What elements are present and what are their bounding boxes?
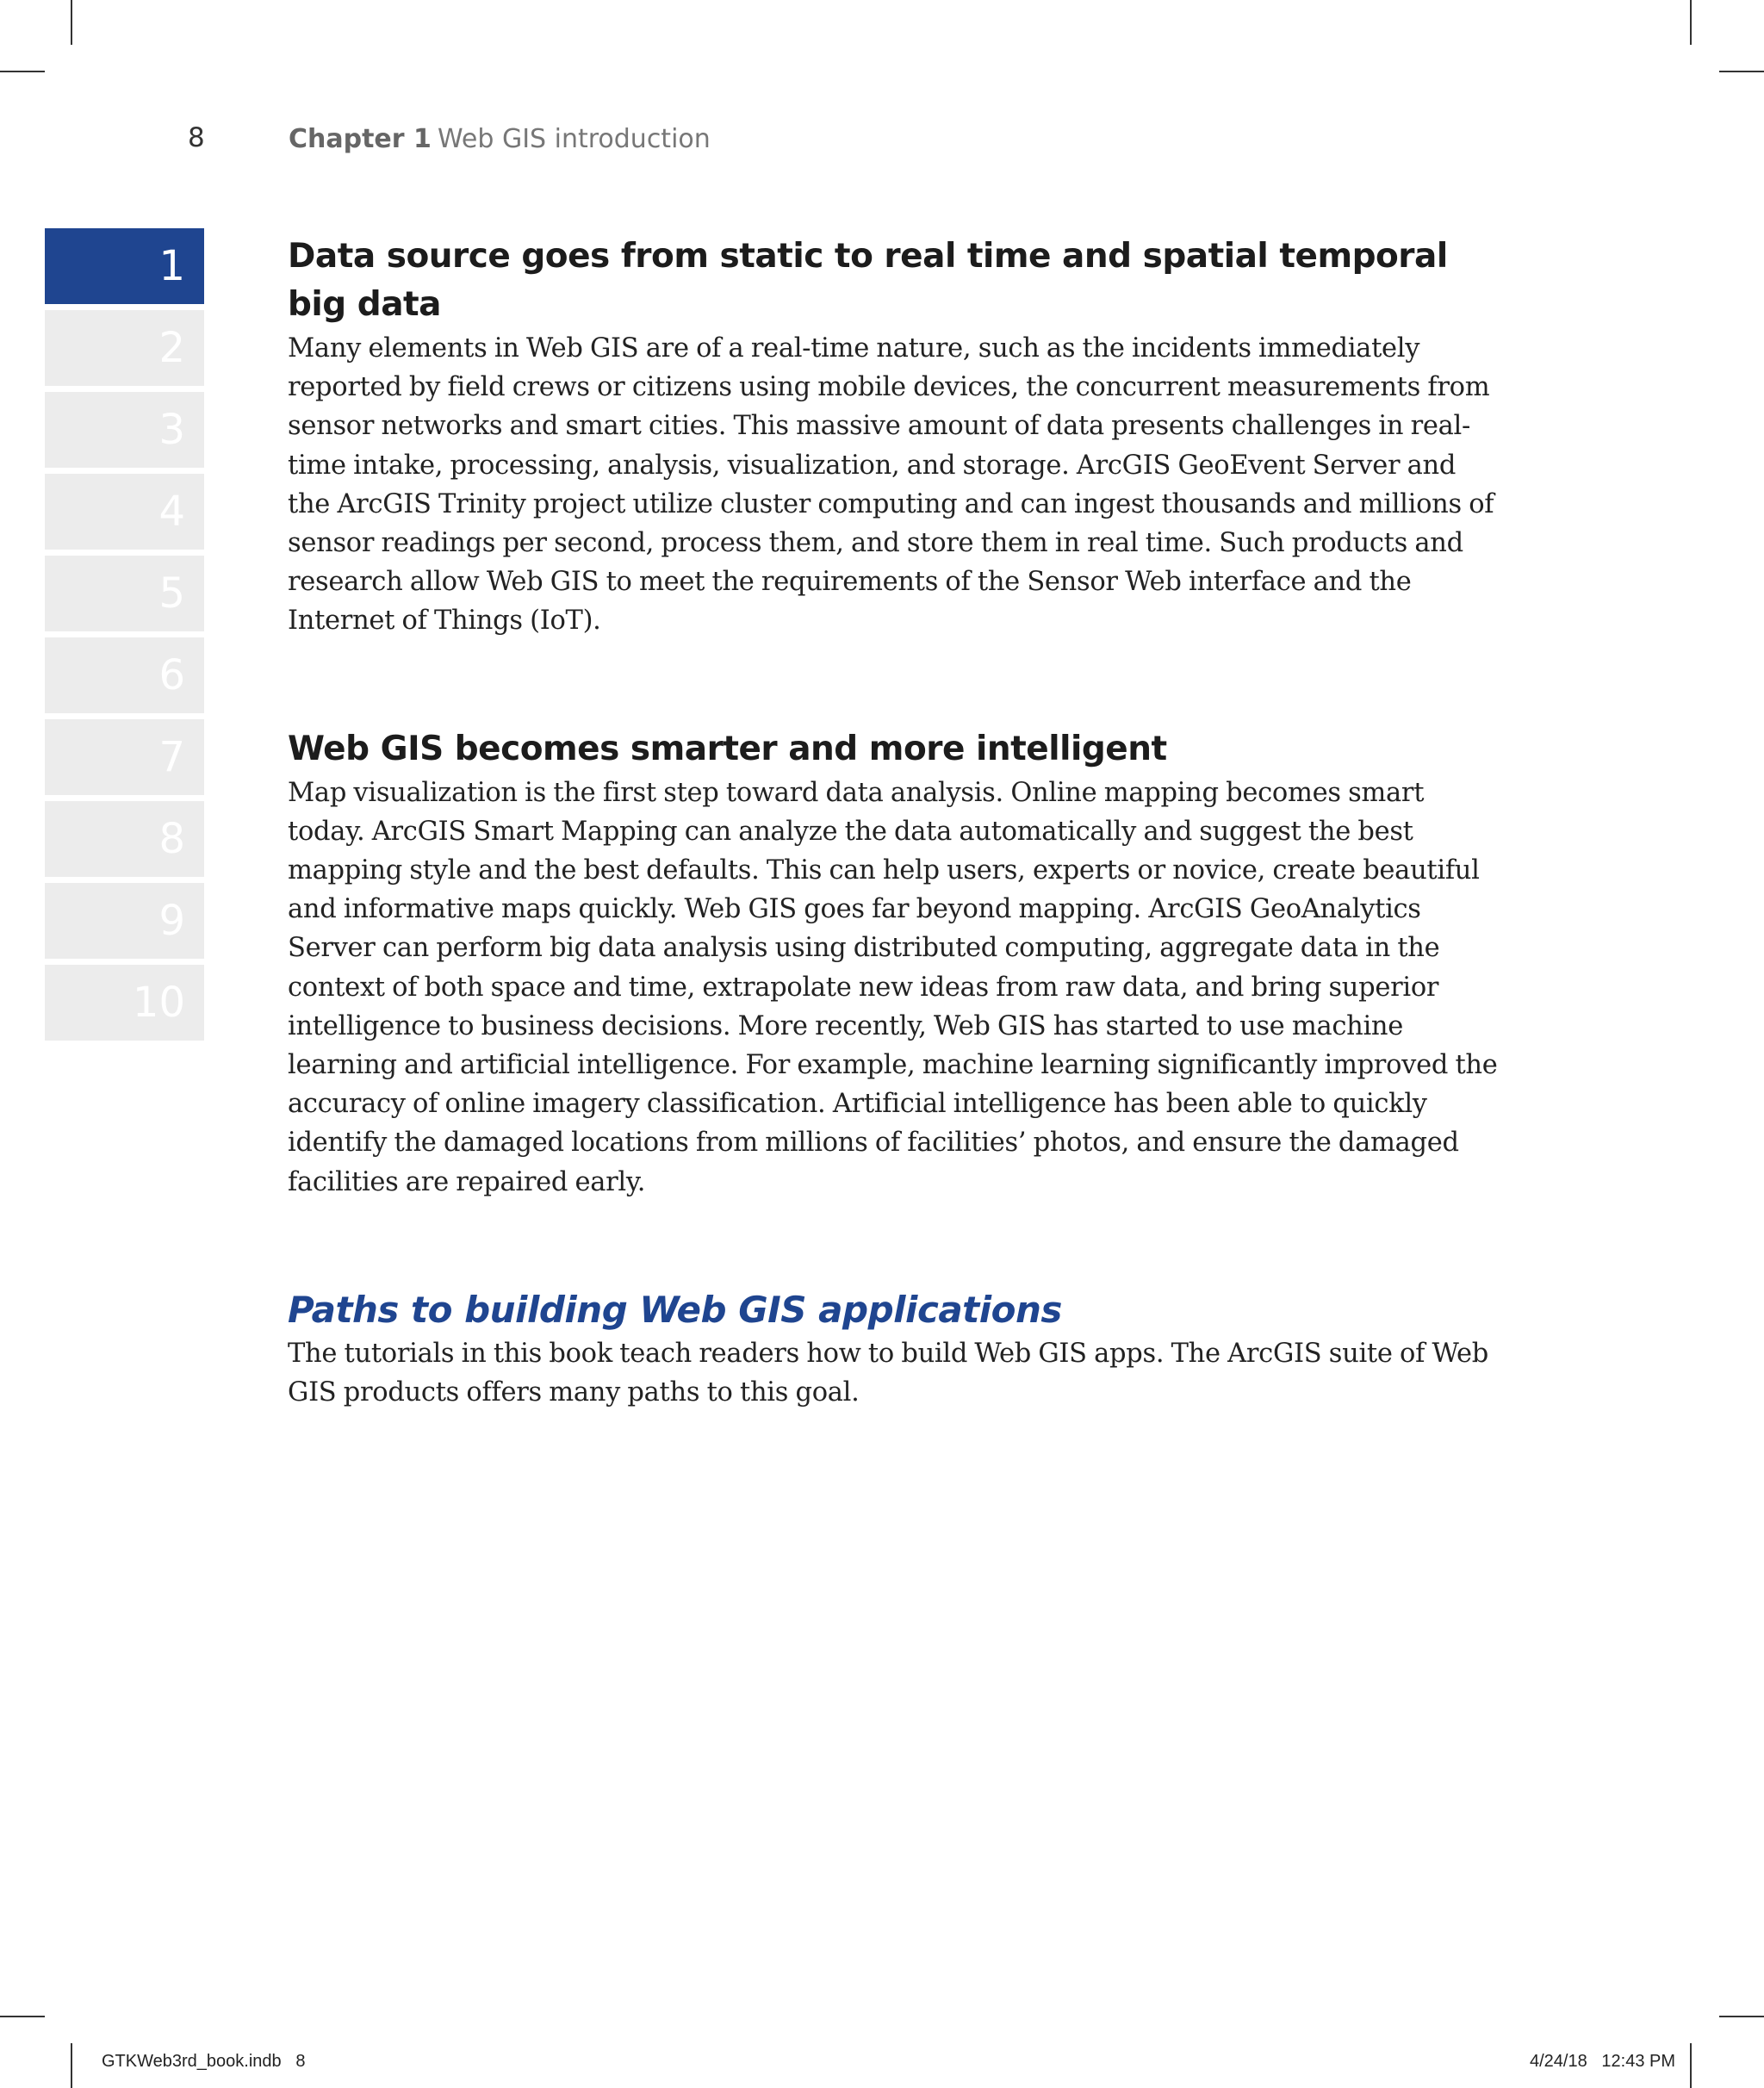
- section-paths: [288, 1286, 1502, 1412]
- section-body: Map visualization is the first step toward data analysis. Online mapping becomes smart today. ArcGIS Smart Mapping can analyze the data automatically and suggest the best mapping style and the best defaults. This can help users, experts or novice, create beautiful and informative maps quickly. Web GIS goes far beyond mapping. ArcGIS GeoAnalytics Server can perform big data analysis using distributed computing, aggregate data in the context of both space and time, extrapolate new ideas from raw data, and bring superior intelligence to business decisions. More recently, Web GIS has started to use machine learning and artificial intelligence. For example, machine learning significantly improved the accuracy of online imagery classification. Artificial intelligence has been able to quickly identify the damaged locations from millions of facilities’ photos, and ensure the damaged facilities are repaired early.: [288, 777, 1498, 1197]
- chapter-tab-4[interactable]: 4: [45, 474, 204, 550]
- crop-mark: [1719, 2016, 1764, 2017]
- chapter-tab-8[interactable]: 8: [45, 801, 204, 877]
- chapter-tab-9[interactable]: 9: [45, 883, 204, 959]
- crop-mark: [1690, 0, 1692, 45]
- file-slug: GTKWeb3rd_book.indb 8: [102, 2052, 306, 2071]
- crop-mark: [1690, 2043, 1692, 2088]
- crop-mark: [0, 2016, 45, 2017]
- crop-mark: [0, 71, 45, 72]
- chapter-title: Web GIS introduction: [438, 124, 711, 154]
- section-body: Many elements in Web GIS are of a real-time nature, such as the incidents immediately reported by field crews or citizens using mobile devices, the concurrent measurements from sensor networks and smart cities. This massive amount of data presents challenges in real-time intake, processing, analysis, visualization, and storage. ArcGIS GeoEvent Server and the ArcGIS Trinity project utilize cluster computing and can ingest thousands and millions of sensor readings per second, process them, and store them in real time. Such products and research allow Web GIS to meet the requirements of the Sensor Web interface and the Internet of Things (IoT).: [288, 333, 1494, 637]
- section-realtime-data: [288, 233, 1502, 641]
- chapter-tab-5[interactable]: 5: [45, 556, 204, 631]
- running-head: [0, 119, 1764, 162]
- crop-mark: [71, 2043, 72, 2088]
- section-body: The tutorials in this book teach readers how to build Web GIS apps. The ArcGIS suite of Web GIS products offers many paths to this goal.: [288, 1338, 1488, 1408]
- section-heading-accent: Paths to building Web GIS applications: [288, 1288, 1062, 1331]
- chapter-tab-2[interactable]: 2: [45, 310, 204, 386]
- crop-mark: [1719, 71, 1764, 72]
- chapter-tab-3[interactable]: 3: [45, 392, 204, 468]
- chapter-label: Chapter 1: [289, 124, 432, 154]
- chapter-tab-10[interactable]: 10: [45, 965, 204, 1041]
- page-content: [288, 233, 1502, 1496]
- date-slug: 4/24/18 12:43 PM: [1530, 2052, 1676, 2071]
- section-heading: Web GIS becomes smarter and more intelligent: [288, 729, 1167, 768]
- chapter-tab-1[interactable]: 1: [45, 228, 204, 304]
- chapter-tab-6[interactable]: 6: [45, 637, 204, 713]
- crop-mark: [71, 0, 72, 45]
- page-number: 8: [188, 122, 205, 153]
- section-smarter-gis: [288, 725, 1502, 1202]
- chapter-tab-7[interactable]: 7: [45, 719, 204, 795]
- section-heading: Data source goes from static to real time and spatial temporal big data: [288, 237, 1448, 324]
- chapter-tabs: [45, 228, 204, 1047]
